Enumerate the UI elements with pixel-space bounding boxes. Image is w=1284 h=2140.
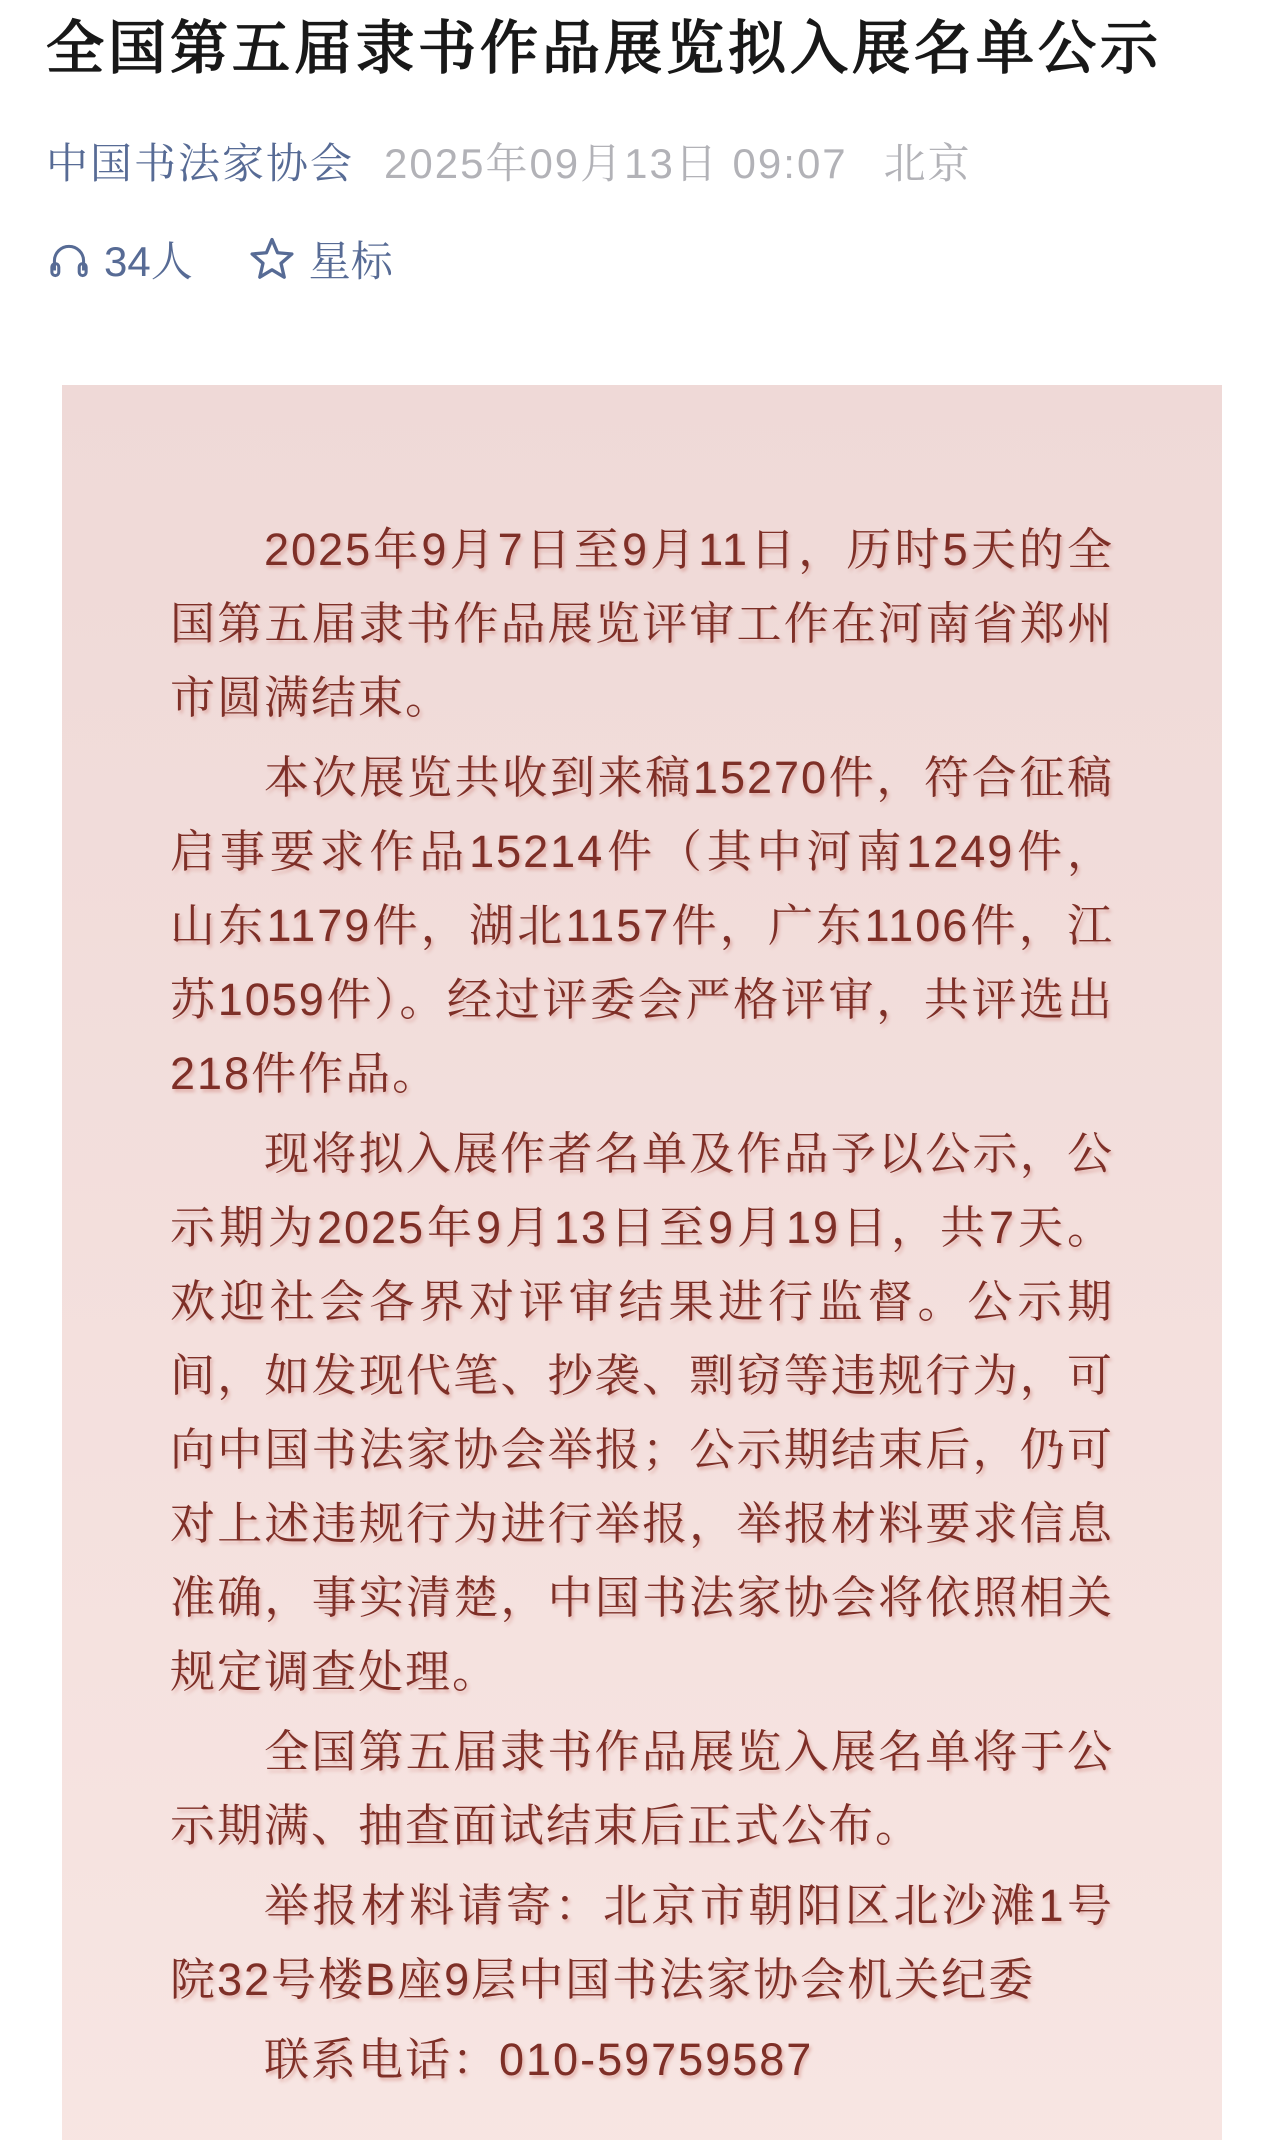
star-icon: [247, 234, 297, 284]
article-content-card: [62, 385, 1222, 2140]
listen-count-label: 34人: [104, 237, 193, 285]
article-actions: [46, 229, 1238, 289]
article-paragraph: 本次展览共收到来稿15270件，符合征稿启事要求作品15214件（其中河南1249件，山东1179件，湖北1157件，广东1106件，江苏1059件）。经过评委会严格评审，共评选出218件作品。: [170, 751, 1114, 1099]
article-paragraphs: [170, 513, 1114, 2097]
headphones-icon: [46, 236, 92, 282]
publish-location: 北京: [883, 139, 972, 187]
page-title: 全国第五届隶书作品展览拟入展名单公示: [46, 16, 1163, 81]
article-paragraph: 现将拟入展作者名单及作品予以公示，公示期为2025年9月13日至9月19日，共7天。欢迎社会各界对评审结果进行监督。公示期间，如发现代笔、抄袭、剽窃等违规行为，可向中国书法家协会举报；公示期结束后，仍可对上述违规行为进行举报，举报材料要求信息准确，事实清楚，中国书法家协会将依照相关规定调查处理。: [170, 1127, 1114, 1697]
article-header: [0, 0, 1284, 289]
article-paragraph: 联系电话：010-59759587: [264, 2033, 814, 2085]
byline: [46, 131, 1238, 191]
listen-button[interactable]: [46, 229, 193, 289]
star-button[interactable]: [247, 229, 393, 289]
article-paragraph: 全国第五届隶书作品展览入展名单将于公示期满、抽查面试结束后正式公布。: [170, 1725, 1114, 1851]
article-paragraph: 举报材料请寄：北京市朝阳区北沙滩1号院32号楼B座9层中国书法家协会机关纪委: [170, 1879, 1114, 2005]
publish-date: 2025年09月13日 09:07: [384, 139, 848, 187]
source-account-link[interactable]: 中国书法家协会: [46, 139, 355, 187]
star-label: 星标: [308, 237, 393, 285]
article-paragraph: 2025年9月7日至9月11日，历时5天的全国第五届隶书作品展览评审工作在河南省郑州市圆满结束。: [170, 523, 1114, 723]
